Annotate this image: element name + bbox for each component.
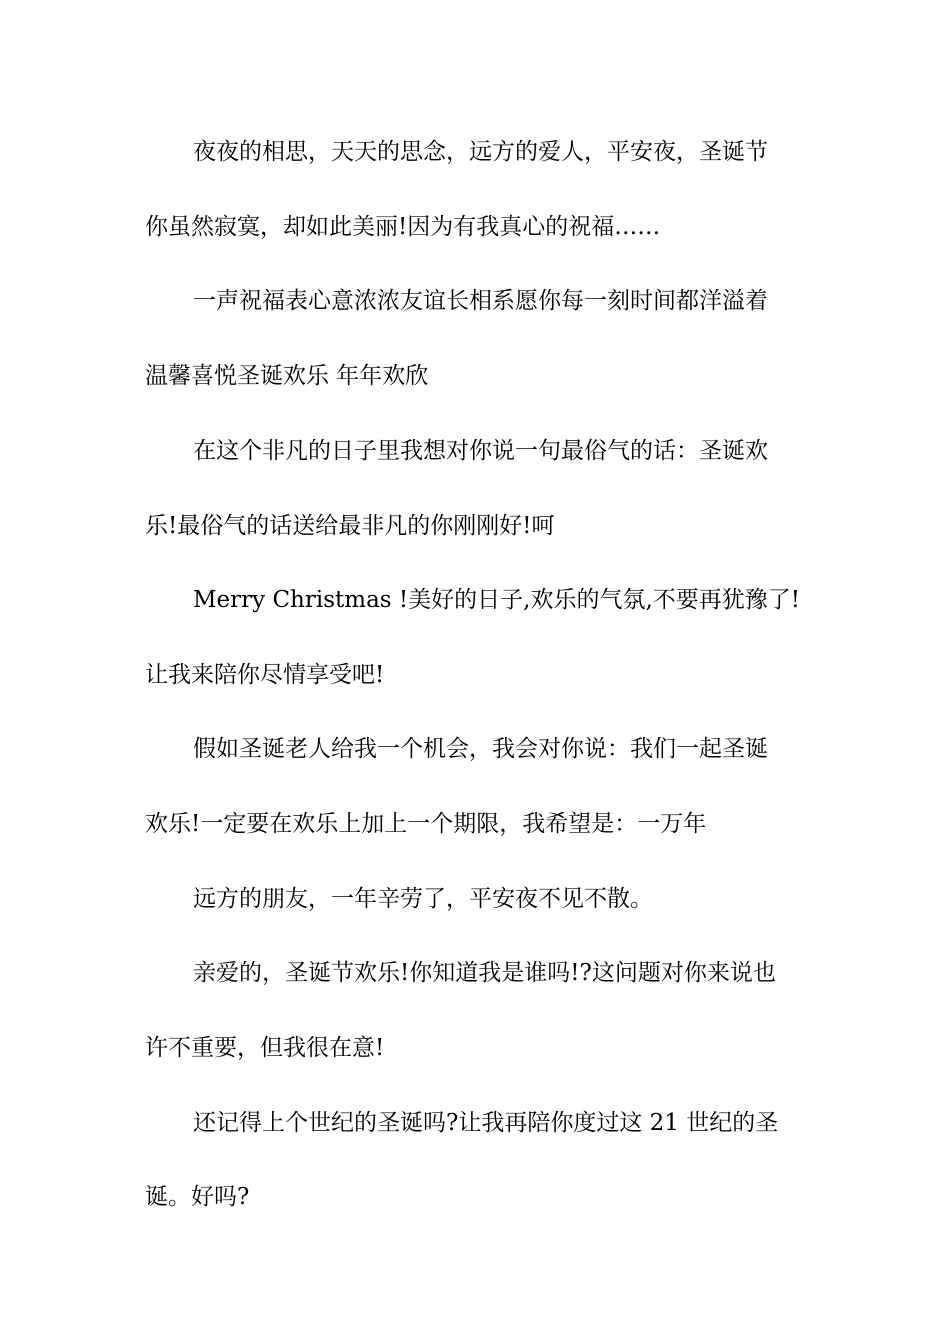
paragraph-4-line-1: Merry Christmas !美好的日子,欢乐的气氛,不要再犹豫了! [193,587,801,613]
paragraph-7-line-1: 亲爱的，圣诞节欢乐!你知道我是谁吗!?这问题对你来说也 [193,960,776,986]
paragraph-7-line-2: 许不重要，但我很在意! [145,1035,385,1061]
paragraph-3-line-2: 乐!最俗气的话送给最非凡的你刚刚好!呵 [145,513,555,539]
paragraph-5-line-2: 欢乐!一定要在欢乐上加上一个期限，我希望是：一万年 [145,811,707,837]
paragraph-2-line-2: 温馨喜悦圣诞欢乐 年年欢欣 [145,363,429,389]
paragraph-5-line-1: 假如圣诞老人给我一个机会，我会对你说：我们一起圣诞 [193,736,768,762]
paragraph-1-line-1: 夜夜的相思，天天的思念，远方的爱人，平安夜，圣诞节 [193,139,768,165]
paragraph-2-line-1: 一声祝福表心意浓浓友谊长相系愿你每一刻时间都洋溢着 [193,288,768,314]
paragraph-4-line-2: 让我来陪你尽情享受吧! [145,662,385,688]
paragraph-3-line-1: 在这个非凡的日子里我想对你说一句最俗气的话：圣诞欢 [193,438,768,464]
paragraph-8-line-2: 诞。好吗? [145,1184,250,1210]
paragraph-1-line-2: 你虽然寂寞，却如此美丽!因为有我真心的祝福…… [145,214,661,240]
paragraph-8-line-1: 还记得上个世纪的圣诞吗?让我再陪你度过这 21 世纪的圣 [193,1110,779,1136]
paragraph-6-line-1: 远方的朋友，一年辛劳了，平安夜不见不散。 [193,886,653,912]
